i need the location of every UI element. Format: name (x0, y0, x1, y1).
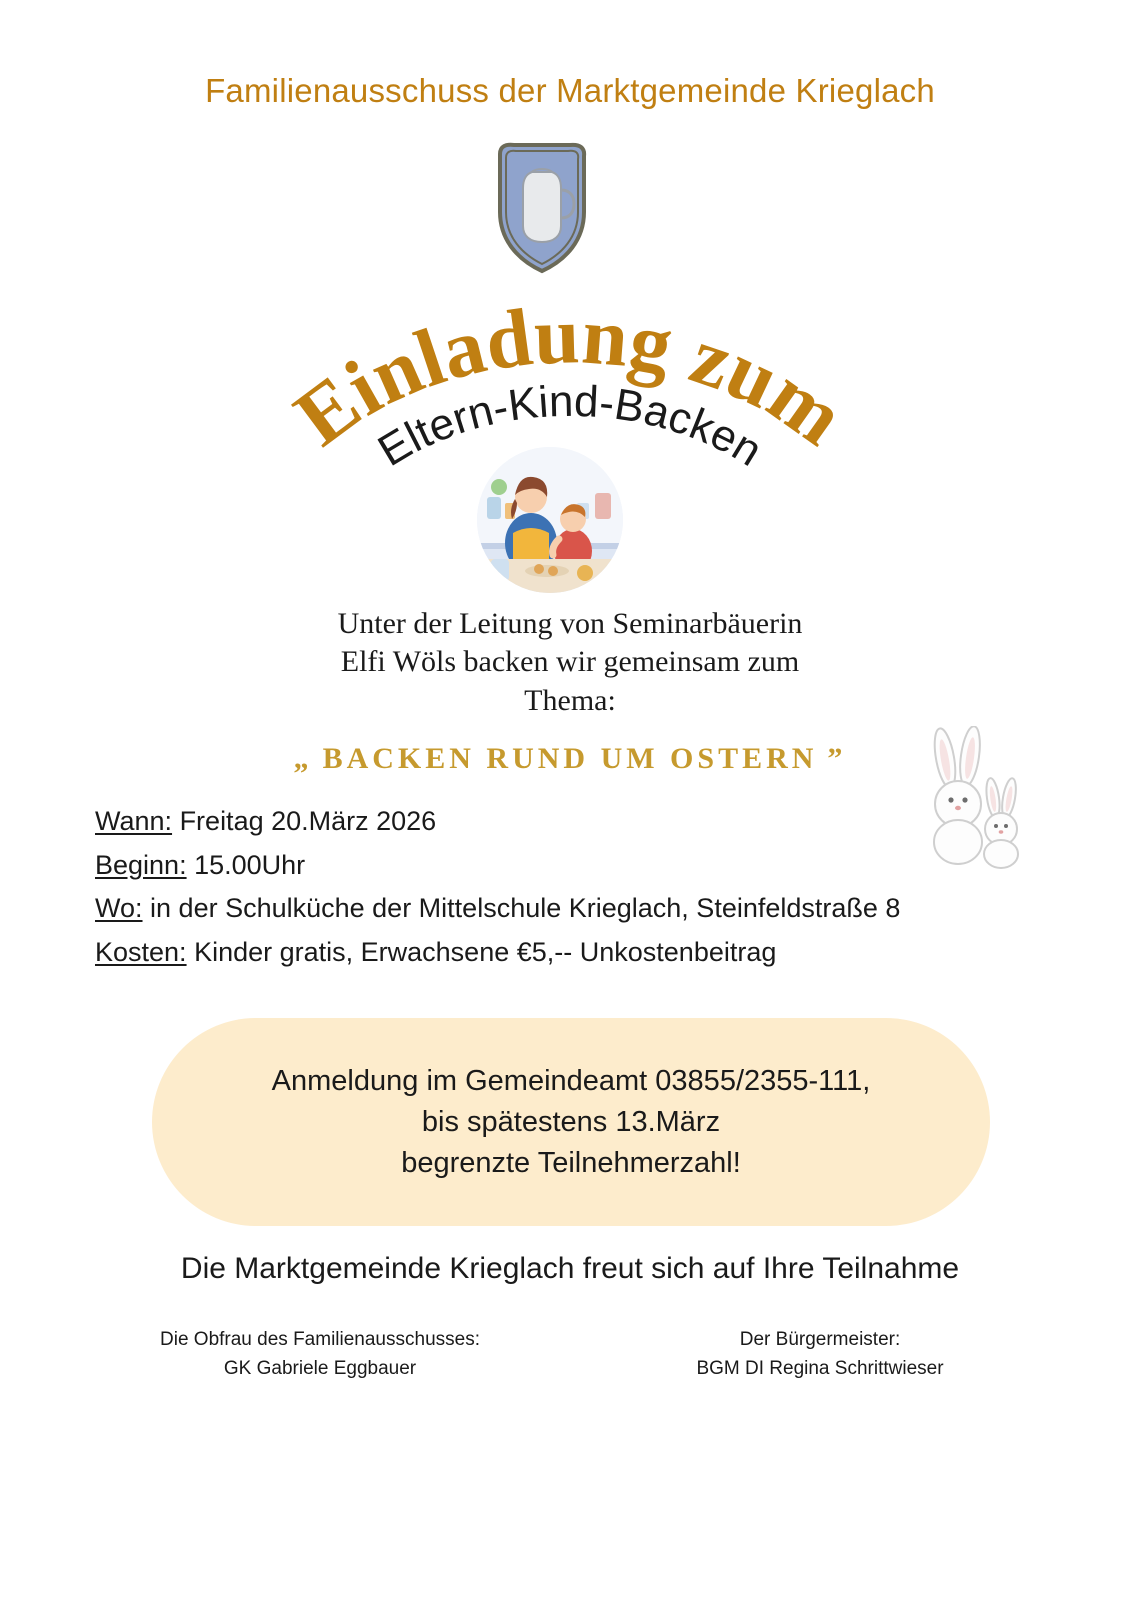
signature-right-name: BGM DI Regina Schrittwieser (696, 1358, 944, 1380)
registration-line-3: begrenzte Teilnehmerzahl! (401, 1146, 741, 1179)
page-title: Familienausschuss der Marktgemeinde Krieglach (205, 72, 935, 109)
signature-block (120, 1325, 1020, 1384)
detail-row-wo (95, 887, 1075, 931)
closing-text: Die Marktgemeinde Krieglach freut sich auf Ihre Teilnahme (180, 1252, 960, 1285)
detail-row-kosten (95, 931, 1075, 975)
detail-row-beginn (95, 844, 1075, 888)
detail-value: Kinder gratis, Erwachsene €5,-- Unkostenbeitrag (194, 937, 777, 968)
detail-value: Freitag 20.März 2026 (179, 806, 437, 836)
registration-line-2: bis spätestens 13.März (421, 1105, 721, 1138)
registration-line-1: Anmeldung im Gemeindeamt 03855/2355-111, (271, 1064, 871, 1097)
theme-heading: „ BACKEN RUND UM OSTERN ” (293, 742, 847, 775)
intro-line-3: Thema: (524, 683, 616, 717)
intro-line-1: Unter der Leitung von Seminarbäuerin (337, 607, 803, 640)
coat-of-arms-icon (492, 140, 592, 275)
detail-label: Wann: (95, 806, 173, 836)
intro-text (0, 605, 1140, 720)
event-details (95, 800, 1075, 975)
baking-photo (477, 447, 623, 593)
signature-left-name: GK Gabriele Eggbauer (223, 1358, 417, 1380)
arched-title-line2: Eltern-Kind-Backen (369, 376, 771, 476)
signature-right-role: Der Bürgermeister: (739, 1329, 901, 1350)
detail-label: Kosten: (95, 937, 187, 968)
detail-label: Beginn: (95, 849, 187, 880)
signature-right (620, 1325, 1020, 1384)
signature-left (120, 1325, 520, 1384)
arched-title-line1: Einladung zum (278, 289, 861, 464)
detail-row-wann (95, 800, 1075, 844)
detail-value: in der Schulküche der Mittelschule Krieglach, Steinfeldstraße 8 (150, 893, 901, 924)
intro-line-2: Elfi Wöls backen wir gemeinsam zum (340, 645, 800, 679)
detail-label: Wo: (95, 893, 143, 924)
registration-callout (152, 1018, 990, 1226)
detail-value: 15.00Uhr (194, 849, 306, 880)
signature-left-role: Die Obfrau des Familienausschusses: (160, 1329, 480, 1350)
